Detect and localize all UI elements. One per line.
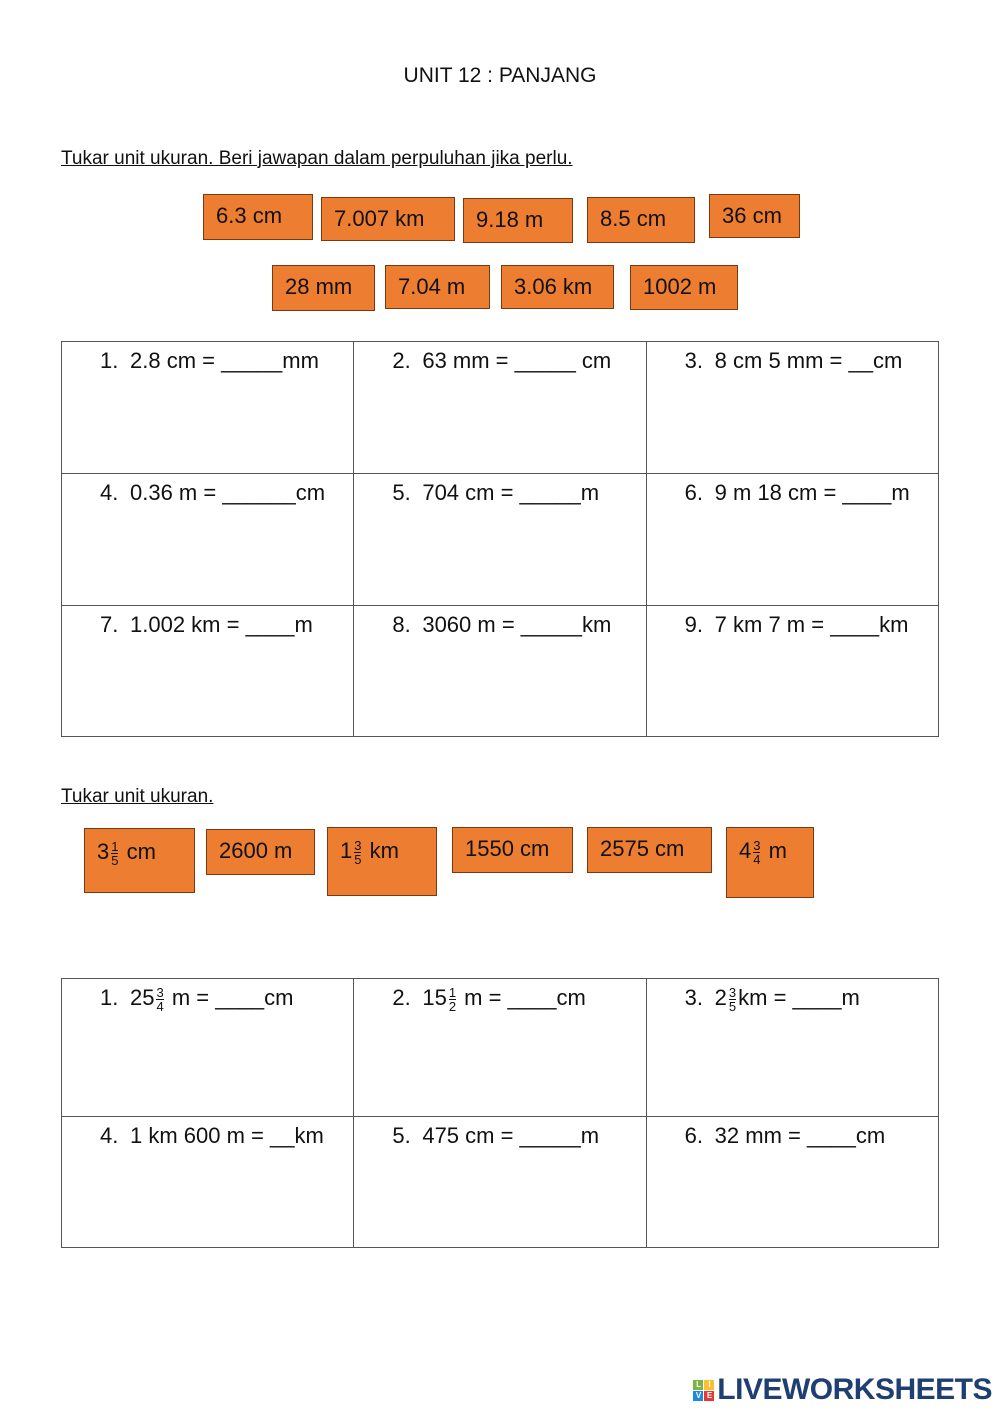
fraction-whole: 4 [739,838,752,863]
question-text: 704 cm = _____m [422,480,600,505]
table-row [62,1117,939,1248]
question-cell[interactable] [62,474,354,606]
answer-tile[interactable] [452,827,573,873]
tile-unit: m [768,838,787,863]
fraction-denominator: 5 [111,852,119,868]
question-text: m = ____cm [165,985,294,1010]
question-text: 9 m 18 cm = ____m [714,480,910,505]
question-cell[interactable] [646,342,938,474]
answer-tile[interactable]: 6.3 cm [203,194,313,240]
fraction-numerator: 3 [156,984,164,1000]
question-number: 2. [392,985,411,1010]
question-cell[interactable] [646,474,938,606]
page-title: UNIT 12 : PANJANG [403,64,597,87]
logo-tiles-icon: L I V E [693,1380,714,1401]
fraction-numerator: 3 [753,837,761,853]
answer-tile[interactable]: 28 mm [272,265,375,311]
fraction [111,840,118,867]
question-cell[interactable] [354,342,646,474]
fraction-numerator: 1 [111,838,119,854]
question-cell[interactable] [354,1117,646,1248]
question-number: 4. [100,1123,119,1148]
question-cell[interactable] [646,979,938,1117]
tile-text: 2575 cm [600,836,685,861]
question-number: 5. [392,480,411,505]
fraction-denominator: 4 [753,851,761,867]
question-number: 8. [392,612,411,637]
question-cell[interactable] [62,979,354,1117]
question-number: 6. [684,480,704,505]
question-cell[interactable] [62,1117,354,1248]
fraction-whole: 2 [714,985,727,1010]
question-text: km = ____m [738,985,860,1010]
question-cell[interactable] [354,606,646,737]
fraction [156,986,163,1013]
answer-tile[interactable]: 3.06 km [501,265,614,309]
question-text: 2.8 cm = _____mm [130,348,319,373]
question-number: 1. [100,985,119,1010]
question-text: 7 km 7 m = ____km [714,612,909,637]
table-row [62,979,939,1117]
question-number: 1. [100,348,119,373]
question-cell[interactable] [62,342,354,474]
tile-unit: cm [126,839,156,864]
question-cell[interactable] [354,474,646,606]
fraction-whole: 1 [340,838,353,863]
question-text: 1.002 km = ____m [130,612,313,637]
question-cell[interactable] [354,979,646,1117]
fraction-whole: 3 [97,839,110,864]
fraction-denominator: 5 [728,998,737,1014]
question-number: 6. [684,1123,704,1148]
question-cell[interactable] [646,1117,938,1248]
tile-text: 2600 m [219,838,293,863]
fraction-whole: 15 [422,985,447,1010]
fraction [449,986,456,1013]
question-cell[interactable] [62,606,354,737]
answer-tile[interactable] [327,827,437,896]
question-number: 3. [684,348,704,373]
question-text: 63 mm = _____ cm [422,348,612,373]
answer-tile[interactable]: 9.18 m [463,198,573,243]
answer-tile[interactable] [726,827,814,898]
question-text: 1 km 600 m = __km [130,1123,324,1148]
question-number: 7. [100,612,119,637]
fraction [729,986,736,1013]
question-number: 5. [392,1123,411,1148]
answer-tile[interactable]: 36 cm [709,194,800,238]
question-cell[interactable] [646,606,938,737]
table-row [62,474,939,606]
answer-tile[interactable]: 1002 m [630,265,738,310]
question-number: 9. [684,612,704,637]
answer-tile[interactable] [84,828,195,893]
table-row [62,606,939,737]
table-row [62,342,939,474]
question-number: 4. [100,480,119,505]
fraction-denominator: 4 [156,998,164,1014]
question-text: 0.36 m = ______cm [130,480,326,505]
fraction-whole: 25 [130,985,155,1010]
question-text: 32 mm = ____cm [714,1123,886,1148]
fraction [354,839,361,866]
instruction-2: Tukar unit ukuran. [61,786,214,807]
logo-text: LIVEWORKSHEETS [717,1373,992,1406]
answer-tile[interactable] [206,829,315,875]
instruction-1: Tukar unit ukuran. Beri jawapan dalam perpuluhan jika perlu. [61,148,573,169]
answer-tile[interactable] [587,827,712,873]
question-text: 475 cm = _____m [422,1123,600,1148]
fraction-numerator: 1 [448,984,457,1000]
question-text: m = ____cm [458,985,586,1010]
liveworksheets-logo [693,1373,992,1407]
answer-tile[interactable]: 7.04 m [385,265,490,309]
fraction-numerator: 3 [728,984,737,1000]
question-table-1 [61,341,939,737]
answer-tile[interactable]: 8.5 cm [587,197,695,243]
fraction-denominator: 5 [354,851,362,867]
question-number: 2. [392,348,411,373]
fraction-denominator: 2 [448,998,457,1014]
answer-tile[interactable]: 7.007 km [321,197,455,241]
question-text: 3060 m = _____km [422,612,612,637]
question-table-2 [61,978,939,1248]
tile-text: 1550 cm [465,836,550,861]
fraction-numerator: 3 [354,837,362,853]
fraction [753,839,760,866]
question-text: 8 cm 5 mm = __cm [714,348,903,373]
question-number: 3. [684,985,704,1010]
tile-unit: km [369,838,399,863]
